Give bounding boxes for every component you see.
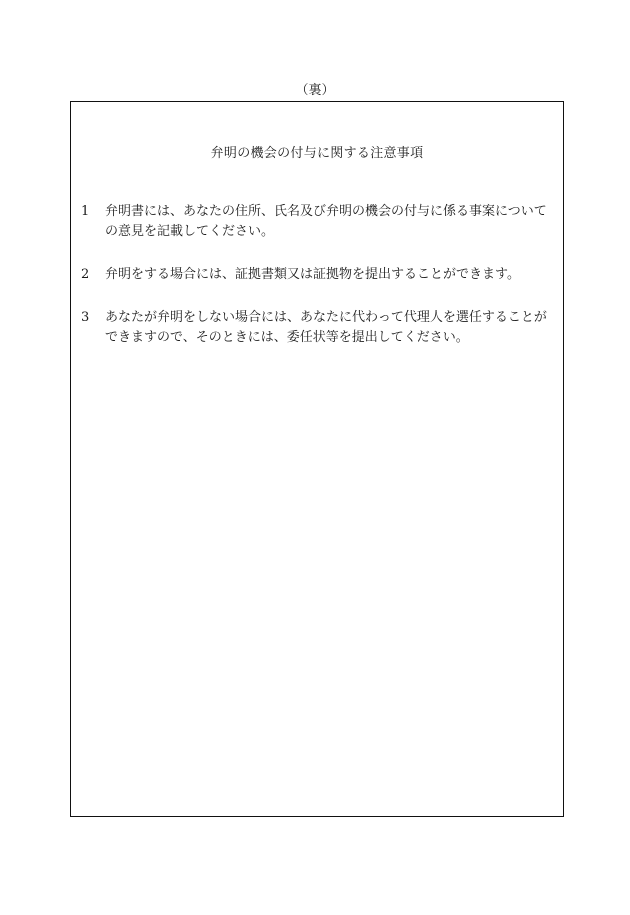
note-item (81, 265, 559, 285)
notes-list (81, 202, 559, 371)
page-side-label: （裏） (295, 83, 335, 98)
note-text: あなたが弁明をしない場合には、あなたに代わって代理人を選任することができますので、そのときには、委任状等を提出してください。 (105, 310, 547, 345)
notice-frame (70, 101, 564, 817)
note-number: 3 (81, 310, 90, 325)
note-item (81, 202, 559, 242)
note-text: 弁明書には、あなたの住所、氏名及び弁明の機会の付与に係る事案についての意見を記載してください。 (105, 204, 547, 239)
note-number: 1 (81, 204, 90, 219)
note-number: 2 (81, 267, 90, 282)
note-text: 弁明をする場合には、証拠書類又は証拠物を提出することができます。 (105, 267, 520, 282)
document-title: 弁明の機会の付与に関する注意事項 (210, 146, 424, 161)
note-item (81, 308, 559, 348)
